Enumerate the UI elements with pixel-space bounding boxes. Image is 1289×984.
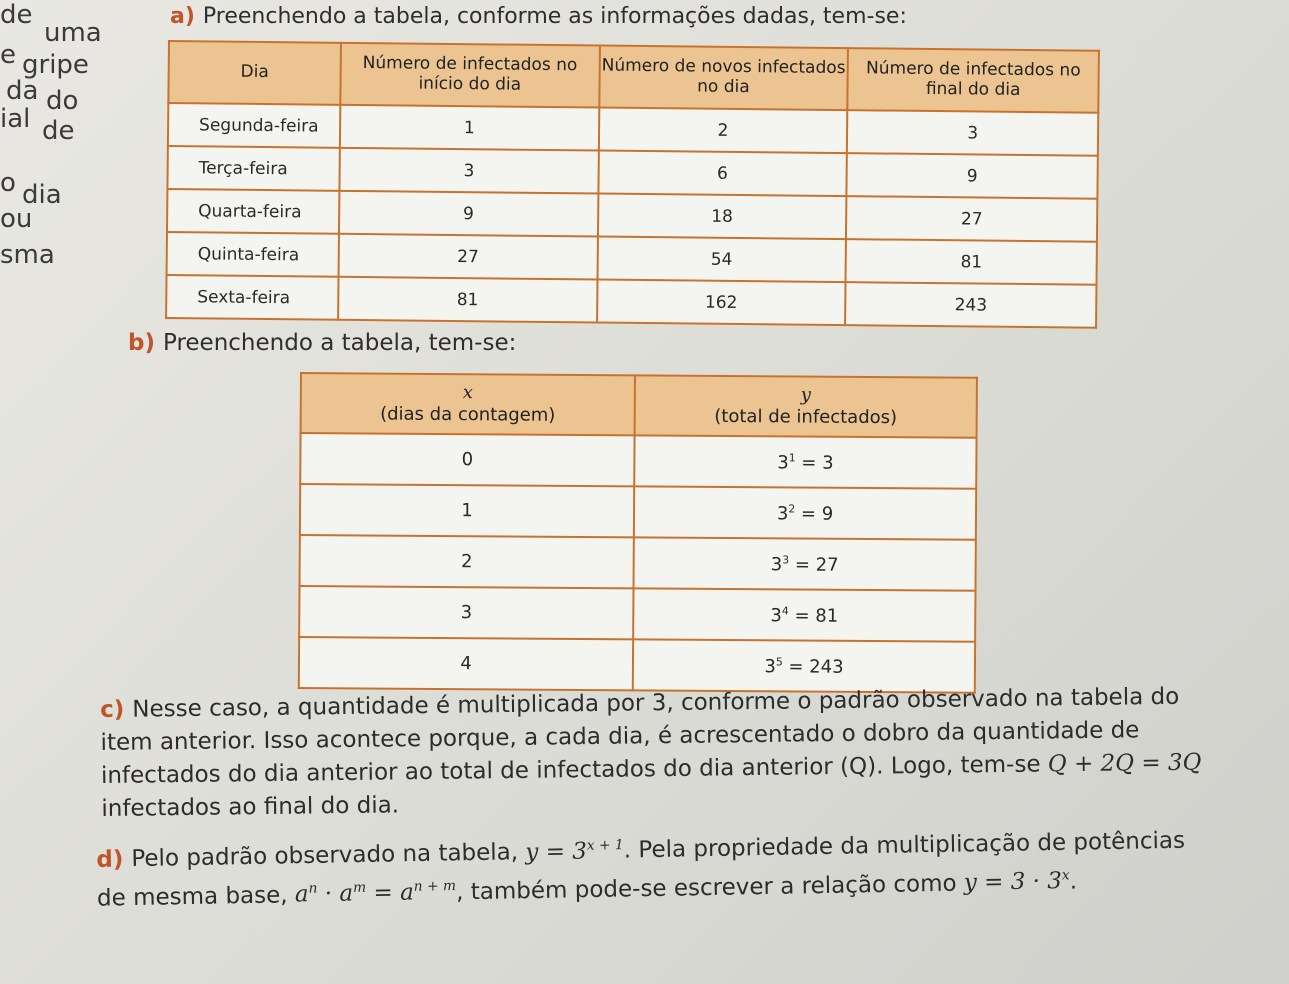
power-result: = 9 <box>800 503 834 525</box>
power-result: = 81 <box>794 604 839 627</box>
section-b-letter: b) <box>128 330 155 356</box>
power-exponent: 4 <box>781 603 789 617</box>
formula-2-eq-exponent: n + m <box>413 878 457 896</box>
power-result: = 27 <box>794 553 839 576</box>
section-d-paragraph <box>96 819 1197 915</box>
section-d-text-4: . <box>1069 868 1078 895</box>
section-c-letter: c) <box>100 696 125 723</box>
margin-fragment: ou <box>0 204 33 234</box>
cell-start: 81 <box>338 277 597 323</box>
cell-new: 162 <box>597 280 846 326</box>
margin-fragment: do <box>46 86 79 116</box>
power-result: = 3 <box>801 452 834 474</box>
power-result: = 243 <box>788 655 844 678</box>
section-c-text-2: infectados ao final do dia. <box>101 792 400 822</box>
cell-start: 1 <box>340 105 599 151</box>
table-row <box>300 484 976 540</box>
section-d-text-2: . Pela propriedade da multiplicação de potências de mesma base, <box>96 827 1186 912</box>
formula-3-exponent: x <box>1061 867 1070 884</box>
cell-x: 4 <box>299 637 633 690</box>
cell-x: 2 <box>300 535 634 588</box>
table-header-row <box>301 373 977 438</box>
header-x <box>301 373 635 435</box>
cell-start: 27 <box>339 234 598 280</box>
table-row <box>300 433 976 489</box>
power-base: 3 <box>764 655 776 677</box>
cell-end: 81 <box>846 239 1097 285</box>
header-start: Número de infectados no início do dia <box>340 43 599 108</box>
cell-start: 9 <box>339 191 598 237</box>
formula-2-a: a <box>294 881 309 908</box>
section-d-formula-2 <box>295 879 457 908</box>
left-margin-fragments <box>0 0 102 290</box>
section-d-formula-1 <box>525 837 624 865</box>
section-a-letter: a) <box>170 4 195 29</box>
header-x-var: x <box>462 381 474 403</box>
cell-day: Sexta-feira <box>166 275 338 320</box>
header-y-desc: (total de infectados) <box>714 405 898 429</box>
power-base: 3 <box>776 502 789 524</box>
section-c-text-1: Nesse caso, a quantidade é multiplicada por 3, conforme o padrão observado na tabela do item anterior. Isso acontece porque, a cada dia, é acrescentado o dobro da quantidade de infectados do dia anterior ao total de infectados do dia anterior (Q). Logo, tem-se <box>100 683 1180 789</box>
section-c-paragraph <box>100 680 1212 826</box>
cell-end: 243 <box>845 282 1096 328</box>
cell-day: Quinta-feira <box>167 232 339 277</box>
cell-x: 0 <box>300 433 634 486</box>
section-a-heading <box>170 4 907 29</box>
margin-fragment: e <box>0 40 16 70</box>
margin-fragment: de <box>0 0 33 30</box>
power-exponent: 2 <box>788 501 796 515</box>
power-exponent: 1 <box>788 450 796 464</box>
cell-x: 1 <box>300 484 634 537</box>
header-y <box>635 375 977 437</box>
formula-2-eq: = a <box>366 879 415 907</box>
cell-end: 27 <box>846 196 1097 242</box>
formula-1-exponent: x + 1 <box>586 836 624 854</box>
cell-day: Terça-feira <box>167 146 339 191</box>
section-d-letter: d) <box>96 846 124 873</box>
formula-2-a-exponent: n <box>308 880 318 897</box>
cell-y <box>633 588 975 641</box>
cell-y <box>634 486 976 539</box>
table-header-row <box>168 41 1099 113</box>
margin-fragment: de <box>42 116 75 146</box>
section-c-formula: Q + 2Q = 3Q <box>1047 749 1202 778</box>
cell-x: 3 <box>299 586 633 639</box>
cell-new: 2 <box>598 108 847 154</box>
table-row <box>300 535 976 591</box>
formula-2-mid-exponent: m <box>352 879 367 897</box>
margin-fragment: uma <box>44 18 102 48</box>
cell-end: 3 <box>847 110 1098 156</box>
header-day: Dia <box>168 41 341 105</box>
header-y-var: y <box>800 383 812 406</box>
formula-3-base: y = 3 · 3 <box>963 868 1063 897</box>
cell-start: 3 <box>339 148 598 194</box>
section-d-formula-3 <box>964 868 1070 896</box>
header-x-desc: (dias da contagem) <box>380 403 556 426</box>
cell-y <box>634 435 976 488</box>
margin-fragment: dia <box>22 180 62 210</box>
cell-day: Quarta-feira <box>167 189 339 234</box>
header-end: Número de infectados no final do dia <box>848 48 1099 113</box>
power-exponent: 3 <box>782 552 790 566</box>
margin-fragment: sma <box>0 240 55 270</box>
cell-day: Segunda-feira <box>168 103 340 148</box>
cell-y <box>634 537 976 590</box>
power-base: 3 <box>777 451 789 473</box>
power-exponent: 5 <box>775 654 783 668</box>
cell-end: 9 <box>847 153 1098 199</box>
formula-2-mid: · a <box>317 880 354 908</box>
cell-new: 54 <box>597 237 846 283</box>
power-base: 3 <box>770 553 783 575</box>
margin-fragment: da <box>6 76 39 106</box>
section-b-heading-text: Preenchendo a tabela, tem-se: <box>162 330 517 356</box>
cell-new: 18 <box>597 194 846 240</box>
cell-new: 6 <box>598 151 847 197</box>
infection-table <box>165 40 1100 329</box>
power-base: 3 <box>770 604 782 626</box>
margin-fragment: o <box>0 168 16 198</box>
header-new: Número de novos infectados no dia <box>599 46 848 111</box>
section-d-text-3: , também pode-se escrever a relação como <box>455 870 965 906</box>
formula-1-base: y = 3 <box>525 838 588 866</box>
table-row <box>299 586 975 642</box>
table-row <box>166 275 1096 328</box>
section-d-text-1: Pelo padrão observado na tabela, <box>131 839 526 873</box>
margin-fragment: ial <box>0 104 31 134</box>
section-a-heading-text: Preenchendo a tabela, conforme as informações dadas, tem-se: <box>202 4 907 29</box>
exponent-table <box>298 372 978 694</box>
section-b-heading <box>128 330 516 356</box>
margin-fragment: gripe <box>22 50 89 80</box>
